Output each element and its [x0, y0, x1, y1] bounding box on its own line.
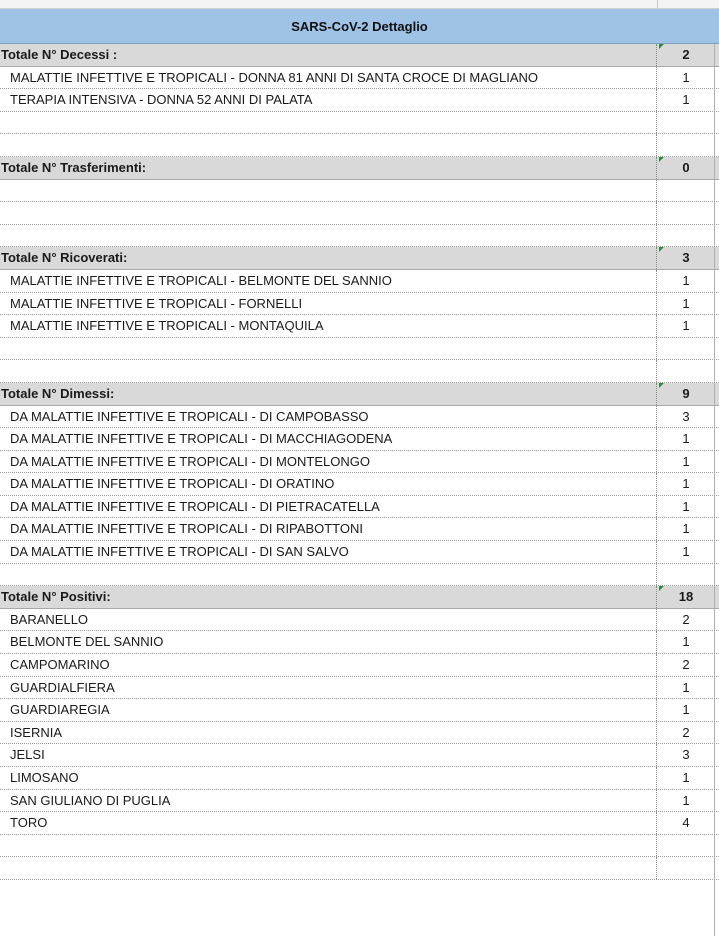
row-label[interactable]: DA MALATTIE INFETTIVE E TROPICALI - DI MACCHIAGODENA	[0, 428, 657, 450]
row-value[interactable]: 1	[682, 702, 690, 718]
row-value[interactable]: 1	[682, 92, 690, 108]
table-row[interactable]	[0, 293, 719, 316]
empty-row[interactable]	[0, 360, 719, 383]
total-row[interactable]	[0, 383, 719, 406]
row-label[interactable]	[0, 338, 657, 360]
row-label[interactable]	[0, 225, 657, 247]
row-label[interactable]: GUARDIAREGIA	[0, 699, 657, 721]
row-label[interactable]	[0, 564, 657, 586]
empty-row[interactable]	[0, 112, 719, 135]
row-label[interactable]	[0, 112, 657, 134]
table-row[interactable]	[0, 744, 719, 767]
row-value[interactable]	[658, 338, 714, 360]
row-label[interactable]: MALATTIE INFETTIVE E TROPICALI - MONTAQUILA	[0, 315, 657, 337]
row-value[interactable]: 2	[682, 611, 690, 627]
total-value[interactable]: 2	[682, 47, 690, 62]
row-label[interactable]: MALATTIE INFETTIVE E TROPICALI - BELMONTE DEL SANNIO	[0, 270, 657, 292]
row-value[interactable]	[658, 180, 714, 202]
top-strip	[0, 0, 719, 9]
total-value[interactable]: 0	[682, 159, 690, 175]
empty-row[interactable]	[0, 857, 719, 880]
row-label[interactable]	[0, 857, 657, 879]
row-value[interactable]: 1	[682, 318, 690, 334]
empty-row[interactable]	[0, 835, 719, 858]
empty-row[interactable]	[0, 338, 719, 361]
table-row[interactable]	[0, 654, 719, 677]
empty-row[interactable]	[0, 180, 719, 203]
cell-comment-indicator-icon	[659, 247, 664, 252]
row-label[interactable]: JELSI	[0, 744, 657, 766]
table-row[interactable]	[0, 428, 719, 451]
row-value[interactable]: 1	[682, 544, 690, 560]
table-row[interactable]	[0, 609, 719, 632]
row-value[interactable]: 1	[682, 634, 690, 650]
row-label[interactable]	[0, 835, 657, 857]
row-value[interactable]: 1	[682, 453, 690, 469]
total-value[interactable]: 9	[682, 385, 690, 401]
row-value[interactable]	[658, 202, 714, 224]
row-value[interactable]: 2	[682, 724, 690, 740]
row-label[interactable]: DA MALATTIE INFETTIVE E TROPICALI - DI SAN SALVO	[0, 541, 657, 563]
cell-comment-indicator-icon	[659, 44, 664, 49]
row-label[interactable]: BELMONTE DEL SANNIO	[0, 631, 657, 653]
table-row[interactable]	[0, 89, 719, 112]
row-label[interactable]	[0, 180, 657, 202]
empty-row[interactable]	[0, 202, 719, 225]
row-label[interactable]	[0, 134, 657, 156]
row-value[interactable]: 1	[682, 679, 690, 695]
table-header	[0, 9, 719, 44]
table-row[interactable]	[0, 812, 719, 835]
table-row[interactable]	[0, 451, 719, 474]
row-label[interactable]: MALATTIE INFETTIVE E TROPICALI - DONNA 81 ANNI DI SANTA CROCE DI MAGLIANO	[0, 67, 657, 89]
row-label[interactable]: TORO	[0, 812, 657, 834]
table-row[interactable]	[0, 699, 719, 722]
table-row[interactable]	[0, 790, 719, 813]
total-row[interactable]	[0, 157, 719, 180]
row-value[interactable]: 1	[682, 272, 690, 288]
total-value[interactable]: 3	[682, 250, 690, 266]
row-label[interactable]: DA MALATTIE INFETTIVE E TROPICALI - DI MONTELONGO	[0, 451, 657, 473]
row-label[interactable]	[0, 202, 657, 224]
total-label[interactable]: Totale N° Decessi :	[0, 44, 657, 66]
empty-row[interactable]	[0, 134, 719, 157]
row-value[interactable]: 2	[682, 657, 690, 673]
table-row[interactable]	[0, 67, 719, 90]
total-label[interactable]: Totale N° Ricoverati:	[0, 247, 657, 269]
row-value[interactable]: 1	[682, 476, 690, 492]
cell-comment-indicator-icon	[659, 586, 664, 591]
total-row[interactable]	[0, 247, 719, 270]
row-value[interactable]: 1	[682, 521, 690, 537]
row-value[interactable]: 1	[682, 498, 690, 514]
table-row[interactable]	[0, 496, 719, 519]
column-separator	[657, 0, 658, 8]
row-label[interactable]: DA MALATTIE INFETTIVE E TROPICALI - DI CAMPOBASSO	[0, 406, 657, 428]
row-value[interactable]: 4	[682, 815, 690, 831]
table-row[interactable]	[0, 518, 719, 541]
row-value[interactable]: 3	[682, 747, 690, 763]
row-label[interactable]: ISERNIA	[0, 722, 657, 744]
row-label[interactable]	[0, 360, 657, 382]
row-label[interactable]: TERAPIA INTENSIVA - DONNA 52 ANNI DI PALATA	[0, 89, 657, 111]
empty-row[interactable]	[0, 564, 719, 587]
row-label[interactable]: BARANELLO	[0, 609, 657, 631]
table-title: SARS-CoV-2 Dettaglio	[291, 18, 428, 34]
row-value[interactable]	[658, 225, 714, 247]
table-row[interactable]	[0, 315, 719, 338]
total-row[interactable]	[0, 586, 719, 609]
table-row[interactable]	[0, 541, 719, 564]
detail-table	[0, 44, 719, 880]
total-label[interactable]: Totale N° Positivi:	[0, 586, 657, 608]
cell-comment-indicator-icon	[659, 383, 664, 388]
empty-row[interactable]	[0, 225, 719, 248]
row-value[interactable]: 1	[682, 792, 690, 808]
table-row[interactable]	[0, 406, 719, 429]
row-label[interactable]: GUARDIALFIERA	[0, 677, 657, 699]
row-value[interactable]: 1	[682, 431, 690, 447]
row-label[interactable]: LIMOSANO	[0, 767, 657, 789]
cell-comment-indicator-icon	[659, 157, 664, 162]
row-value[interactable]: 1	[682, 295, 690, 311]
total-label[interactable]: Totale N° Trasferimenti:	[0, 157, 657, 179]
table-row[interactable]	[0, 722, 719, 745]
row-label[interactable]: CAMPOMARINO	[0, 654, 657, 676]
row-label[interactable]: DA MALATTIE INFETTIVE E TROPICALI - DI ORATINO	[0, 473, 657, 495]
row-value[interactable]: 3	[682, 408, 690, 424]
row-value[interactable]: 1	[682, 770, 690, 785]
row-value[interactable]: 1	[682, 69, 690, 85]
total-label[interactable]: Totale N° Dimessi:	[0, 383, 657, 405]
row-value[interactable]	[658, 564, 714, 586]
table-row[interactable]	[0, 270, 719, 293]
table-row[interactable]	[0, 767, 719, 790]
row-value[interactable]	[658, 134, 714, 156]
total-row[interactable]	[0, 44, 719, 67]
row-label[interactable]: DA MALATTIE INFETTIVE E TROPICALI - DI PIETRACATELLA	[0, 496, 657, 518]
right-border	[714, 44, 715, 936]
row-label[interactable]: SAN GIULIANO DI PUGLIA	[0, 790, 657, 812]
row-label[interactable]: MALATTIE INFETTIVE E TROPICALI - FORNELLI	[0, 293, 657, 315]
row-value[interactable]	[658, 112, 714, 134]
table-row[interactable]	[0, 473, 719, 496]
table-row[interactable]	[0, 677, 719, 700]
table-row[interactable]	[0, 631, 719, 654]
total-value[interactable]: 18	[678, 589, 694, 605]
row-value[interactable]	[658, 360, 714, 382]
row-value[interactable]	[658, 857, 714, 879]
row-value[interactable]	[658, 835, 714, 857]
row-label[interactable]: DA MALATTIE INFETTIVE E TROPICALI - DI RIPABOTTONI	[0, 518, 657, 540]
